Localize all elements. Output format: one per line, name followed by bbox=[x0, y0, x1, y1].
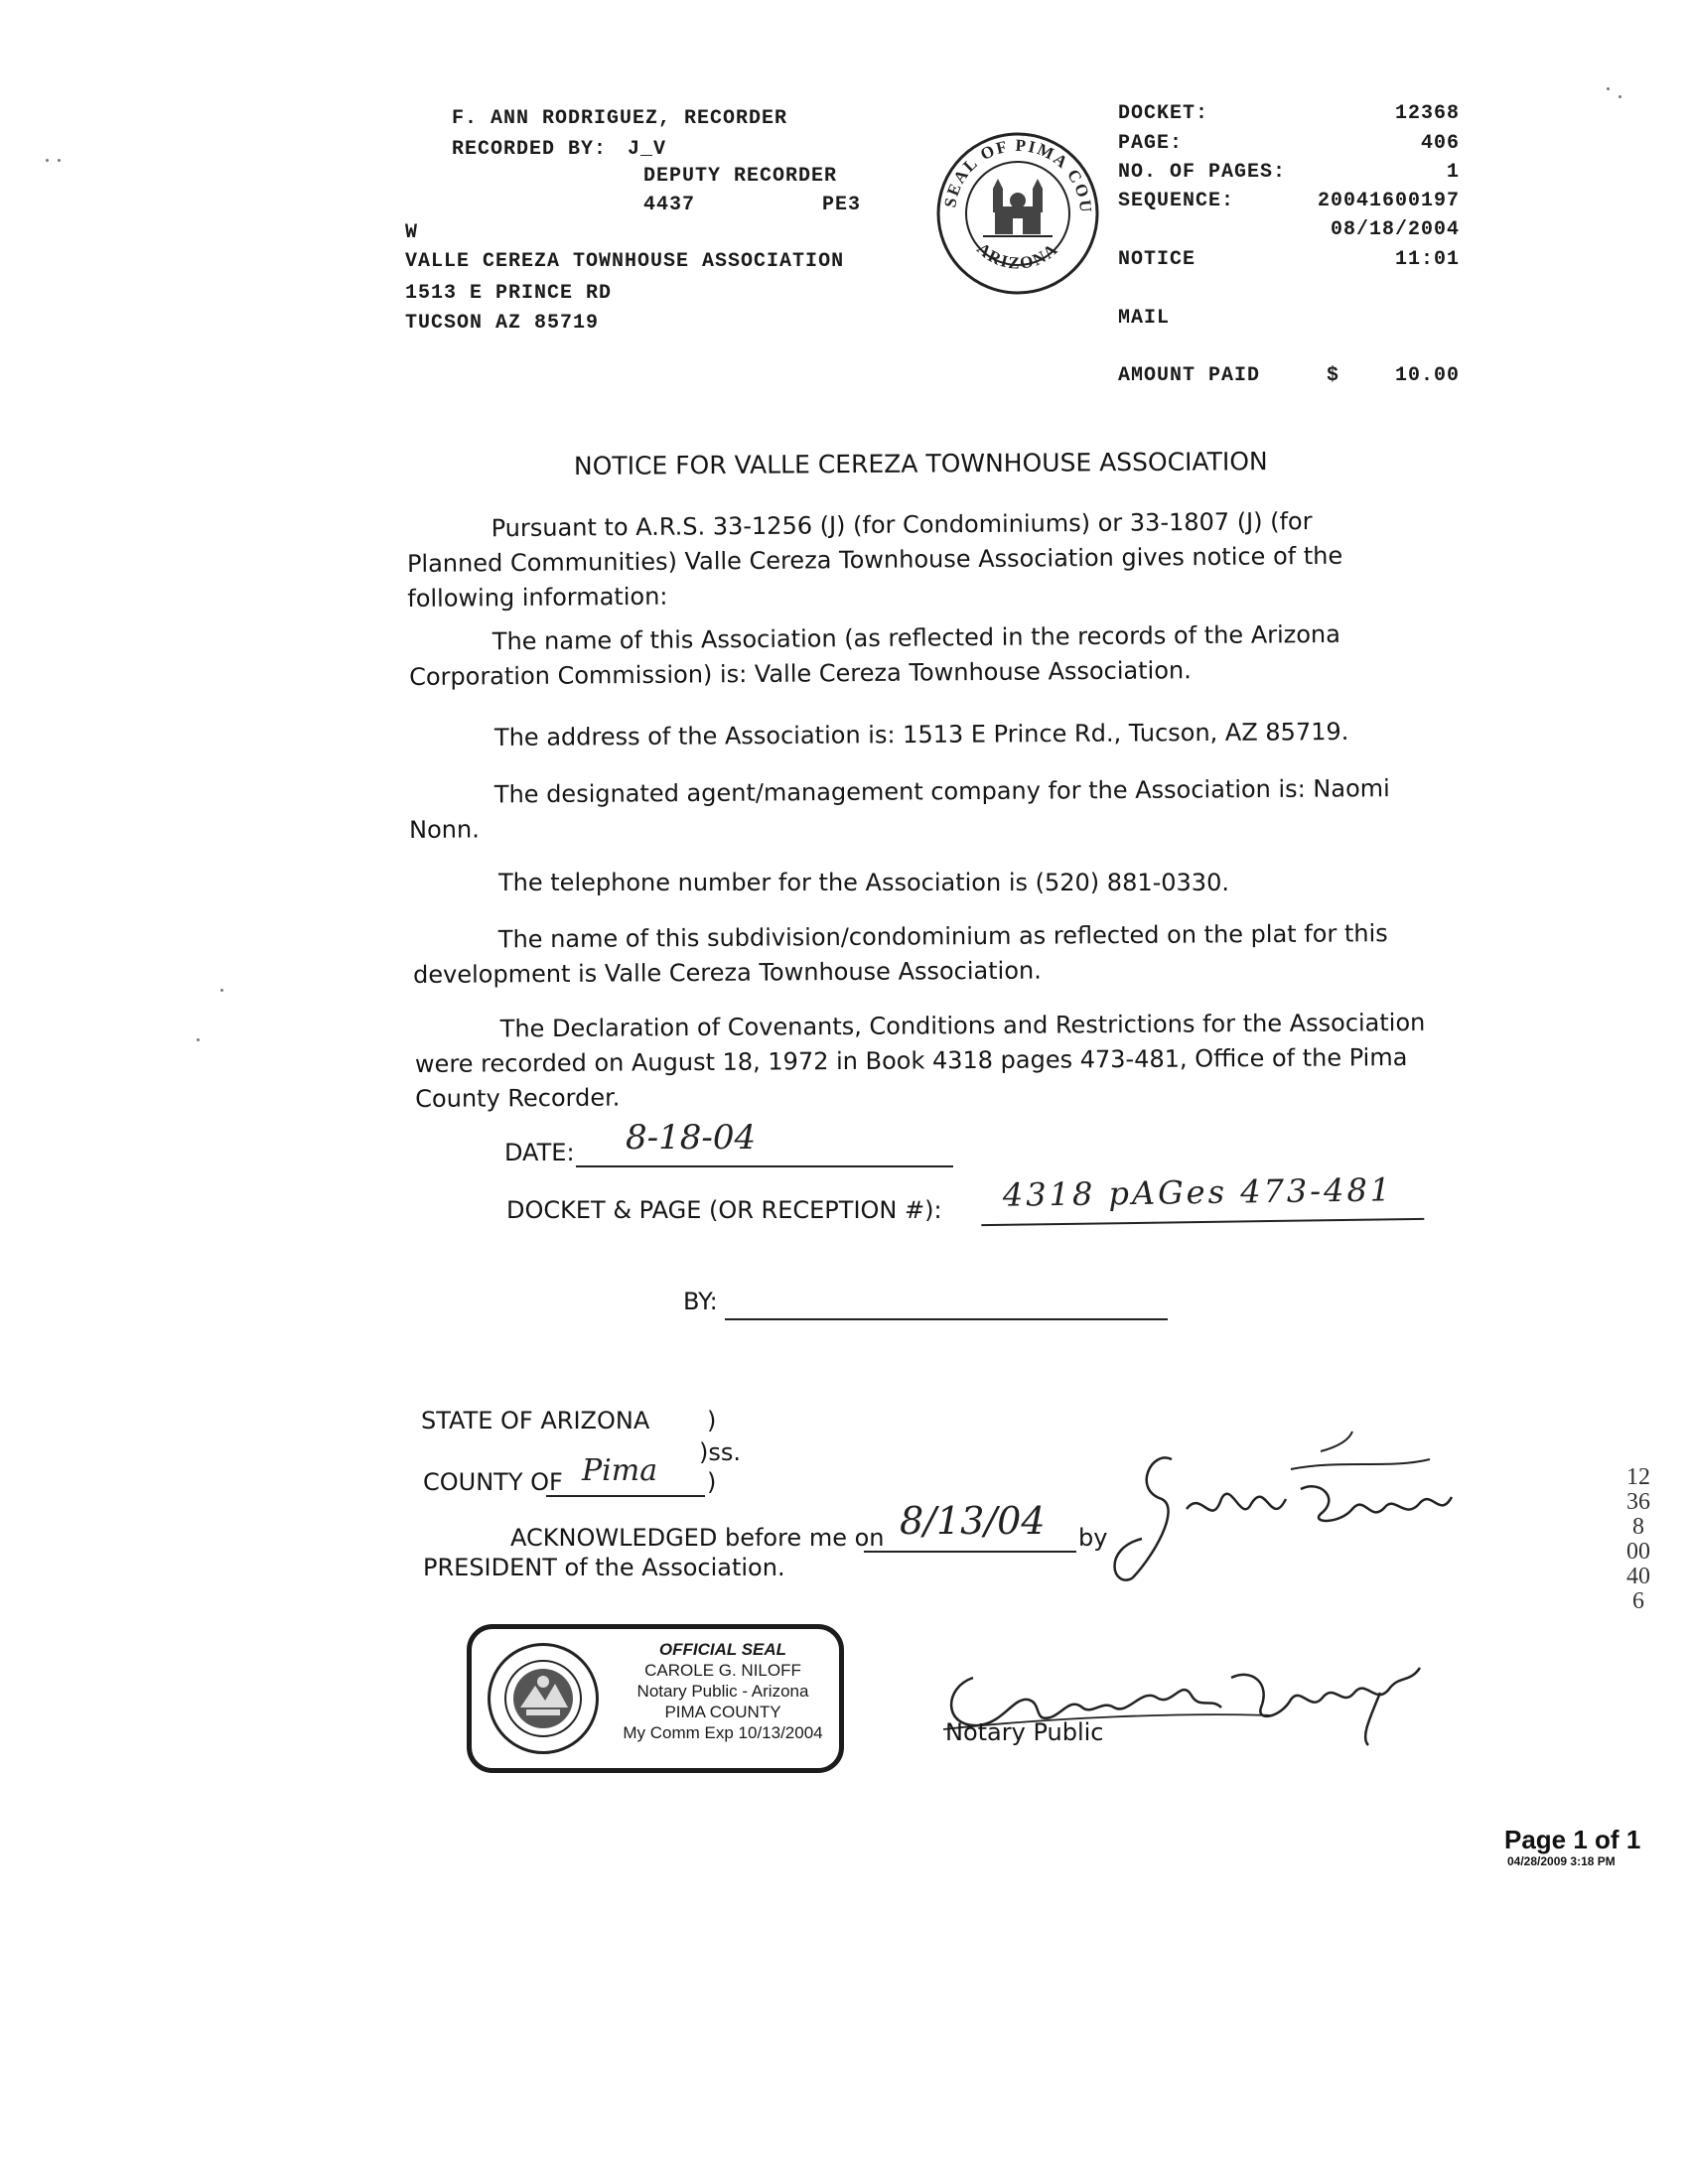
document-type: NOTICE bbox=[1118, 248, 1196, 271]
ss-label: )ss. bbox=[699, 1438, 741, 1466]
ack-by-word: by bbox=[1078, 1524, 1108, 1552]
docket-page-handwritten: 4318 pAGes 473-481 bbox=[1002, 1170, 1394, 1214]
recorded-by-label: RECORDED BY: bbox=[452, 138, 608, 161]
num-pages-value: 1 bbox=[1446, 161, 1460, 184]
acknowledged-text: ACKNOWLEDGED before me on bbox=[510, 1524, 885, 1552]
docket-value: 12368 bbox=[1394, 102, 1460, 125]
addressee-name: VALLE CEREZA TOWNHOUSE ASSOCIATION bbox=[405, 250, 845, 273]
deputy-recorder: DEPUTY RECORDER bbox=[643, 165, 838, 188]
sequence-label: SEQUENCE: bbox=[1118, 190, 1235, 212]
president-text: PRESIDENT of the Association. bbox=[423, 1554, 785, 1581]
county-seal bbox=[933, 129, 1102, 298]
paragraph-declaration: The Declaration of Covenants, Conditions and Restrictions for the Association were recorded on August 18, 1972 in Book 4318 pages 473-481, Office of the Pima County Recorder. bbox=[414, 1008, 1426, 1113]
county-paren: ) bbox=[707, 1468, 717, 1496]
docket-page-field bbox=[981, 1170, 1425, 1226]
scan-speck bbox=[1618, 95, 1621, 98]
seal-county: PIMA COUNTY bbox=[664, 1703, 781, 1721]
seal-notary-name: CAROLE G. NILOFF bbox=[644, 1661, 801, 1680]
seal-bottom-text: ARIZONA bbox=[973, 238, 1062, 273]
date-label: DATE: bbox=[504, 1139, 575, 1166]
state-paren: ) bbox=[707, 1407, 717, 1434]
addressee-city: TUCSON AZ 85719 bbox=[405, 312, 600, 335]
seal-notary-title: Notary Public - Arizona bbox=[636, 1682, 809, 1701]
page-label: PAGE: bbox=[1118, 132, 1184, 155]
notary-public-label: Notary Public bbox=[945, 1718, 1104, 1746]
scan-speck bbox=[46, 159, 49, 162]
scan-speck bbox=[197, 1038, 200, 1041]
notice-title: NOTICE FOR VALLE CEREZA TOWNHOUSE ASSOCIATION bbox=[573, 447, 1268, 480]
paragraph-agent: The designated agent/management company for the Association is: Naomi Nonn. bbox=[409, 774, 1390, 844]
recorder-code-b: PE3 bbox=[822, 194, 862, 216]
date-field bbox=[576, 1118, 953, 1167]
page-value: 406 bbox=[1420, 132, 1460, 155]
docket-page-label: DOCKET & PAGE (OR RECEPTION #): bbox=[506, 1196, 942, 1224]
svg-text:ARIZONA bbox=[973, 239, 1062, 273]
addressee-street: 1513 E PRINCE RD bbox=[405, 282, 613, 305]
seal-official-label: OFFICIAL SEAL bbox=[658, 1640, 787, 1659]
ack-date-handwritten: 8/13/04 bbox=[900, 1499, 1046, 1543]
county-handwritten: Pima bbox=[582, 1453, 658, 1488]
by-label: BY: bbox=[683, 1288, 718, 1315]
county-label: COUNTY OF bbox=[423, 1468, 563, 1496]
recorder-code-a: 4437 bbox=[643, 194, 696, 216]
recorded-by-value: J_V bbox=[628, 138, 667, 161]
paragraph-pursuant: Pursuant to A.R.S. 33-1256 (J) (for Condominiums) or 33-1807 (J) (for Planned Communities) Valle Cereza Townhouse Association gives notice of the following information: bbox=[406, 507, 1343, 613]
state-label: STATE OF ARIZONA bbox=[421, 1407, 650, 1434]
num-pages-label: NO. OF PAGES: bbox=[1118, 161, 1287, 184]
paragraph-telephone: The telephone number for the Association is (520) 881-0330. bbox=[498, 869, 1229, 896]
scan-speck bbox=[1607, 87, 1610, 90]
amount-currency: $ bbox=[1327, 364, 1340, 387]
print-timestamp: 04/28/2009 3:18 PM bbox=[1507, 1854, 1616, 1868]
paragraph-subdivision: The name of this subdivision/condominium as reflected on the plat for this development is Valle Cereza Townhouse Association. bbox=[413, 919, 1388, 989]
seal-building-icon bbox=[993, 179, 1043, 234]
record-time: 11:01 bbox=[1394, 248, 1460, 271]
seal-top-text: SEAL OF PIMA COU bbox=[940, 135, 1096, 215]
notary-seal bbox=[467, 1624, 844, 1773]
amount-paid-label: AMOUNT PAID bbox=[1118, 364, 1261, 387]
seal-expiration: My Comm Exp 10/13/2004 bbox=[623, 1723, 823, 1742]
president-signature bbox=[1092, 1430, 1470, 1598]
arizona-state-seal-icon bbox=[488, 1643, 599, 1754]
by-signature-line bbox=[725, 1291, 1168, 1320]
amount-paid-value: 10.00 bbox=[1394, 364, 1460, 387]
paragraph-address: The address of the Association is: 1513 E Prince Rd., Tucson, AZ 85719. bbox=[493, 717, 1349, 751]
recorder-marker: W bbox=[405, 221, 419, 244]
paragraph-association-name: The name of this Association (as reflected in the records of the Arizona Corporation Commission) is: Valle Cereza Townhouse Association. bbox=[409, 619, 1341, 691]
sequence-value: 20041600197 bbox=[1317, 190, 1460, 212]
scan-speck bbox=[220, 989, 223, 992]
delivery-method: MAIL bbox=[1118, 307, 1171, 330]
page-counter: Page 1 of 1 bbox=[1504, 1825, 1641, 1854]
date-handwritten: 8-18-04 bbox=[626, 1118, 757, 1158]
county-field bbox=[546, 1455, 705, 1497]
scan-speck bbox=[58, 159, 61, 162]
recorder-name: F. ANN RODRIGUEZ, RECORDER bbox=[452, 107, 788, 130]
record-date: 08/18/2004 bbox=[1330, 218, 1460, 241]
side-docket-stamp: 12368 00406 bbox=[1626, 1464, 1650, 1614]
ack-date-field bbox=[864, 1499, 1076, 1553]
docket-label: DOCKET: bbox=[1118, 102, 1209, 125]
